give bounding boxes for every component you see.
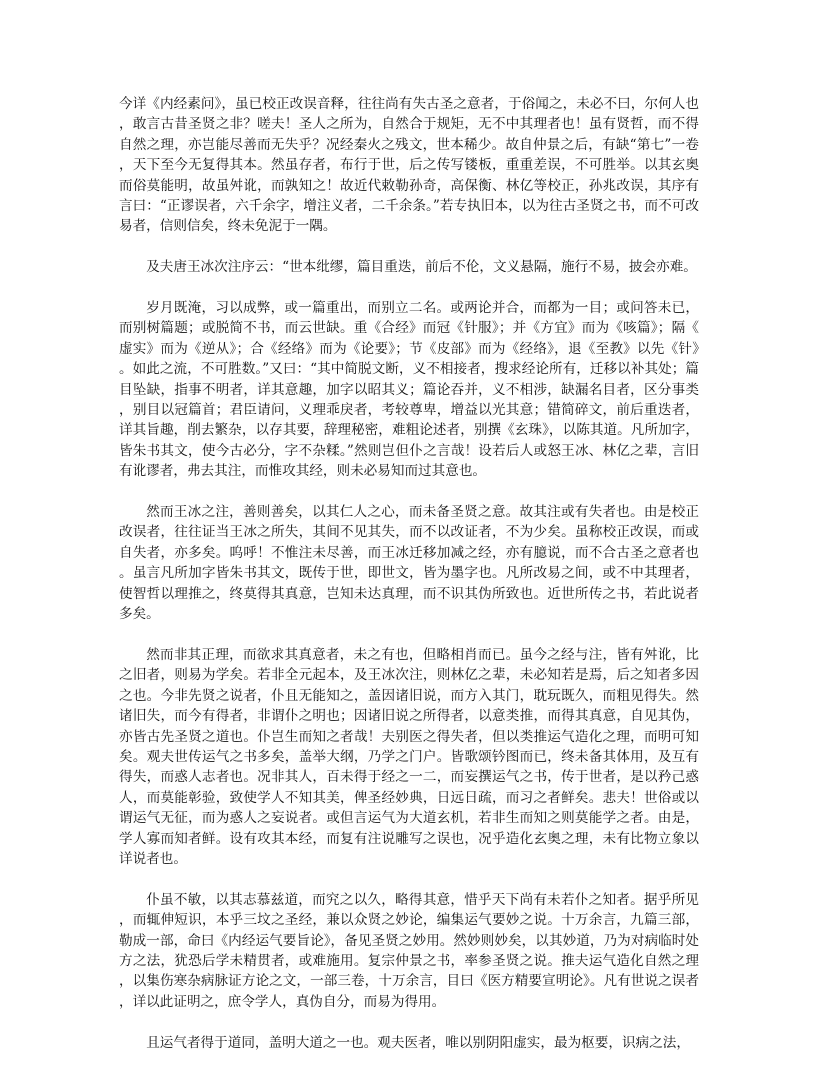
paragraph-4: 然而王冰之注，善则善矣，以其仁人之心，而未备圣贤之意。故其注或有失者也。由是校正改误者，往往证当王冰之所失，其间不见其失，而不以改证者，不为少矣。虽称校正改误，而或自失者，亦多矣。呜呼！不惟注未尽善，而王冰迁移加减之经，亦有臆说，而不合古圣之意者也。虽言凡所加字皆朱书其文，既传于世，即世文，皆为墨字也。凡所改易之间，或不中其理者，使智哲以理推之，终莫得其真意，岂知未达真理，而不识其伪所致也。近世所传之书，若此说者多矣。 (119, 504, 699, 623)
paragraph-7: 且运气者得于道同，盖明大道之一也。观夫医者，唯以别阴阳虚实，最为枢要，识病之法， (146, 1034, 690, 1051)
paragraph-1: 今详《内经素问》，虽已校正改误音释，往往尚有失古圣之意者，于俗闻之，未必不曰，尔何人也，敢言古昔圣贤之非？嗟夫！圣人之所为，自然合于规矩，无不中其理者也！虽有贤哲，而不得自然之理，亦岂能尽善而无失乎？况经秦火之残文，世本稀少。故自仲景之后，有缺“第七”一卷，天下至今无复得其本。然虽存者，布行于世，后之传写镂板，重重差误，不可胜举。以其玄奥而俗莫能明，故虽舛讹，而孰知之！故近代敕勒孙奇，高保衡、林亿等校正，孙兆改误，其序有言曰：“正谬误者，六千余字，增注义者，二千余条。”若专执旧本，以为往古圣贤之书，而不可改易者，信则信矣，终未免泥于一隅。 (119, 96, 699, 235)
document-body (119, 94, 699, 1073)
paragraph-5: 然而非其正理，而欲求其真意者，未之有也，但略相肖而已。虽今之经与注，皆有舛讹，比之旧者，则易为学矣。若非全元起本，及王冰次注，则林亿之辈，未必知若是焉，后之知者多因之也。今非先贤之说者，仆且无能知之，盖因诸旧说，而方入其门，耽玩既久，而粗见得失。然诸旧失，而今有得者，非谓仆之明也；因诸旧说之所得者，以意类推，而得其真意，自见其伪，亦皆古先圣贤之道也。仆岂生而知之者哉！夫别医之得失者，但以类推运气造化之理，而明可知矣。观夫世传运气之书多矣，盖举大纲，乃学之门户。皆歌颂钤图而已，终未备其体用，及互有得失，而惑人志者也。况非其人，百未得于经之一二，而妄撰运气之书，传于世者，是以矜己惑人，而莫能彰验，致使学人不知其美，俾圣经妙典，日远日疏，而习之者鲜矣。悲夫！世俗或以谓运气无征，而为惑人之妄说者。或但言运气为大道玄机，若非生而知之则莫能学之者。由是，学人寡而知者鲜。设有攻其本经，而复有注说雕写之误也，况乎造化玄奥之理，未有比物立象以详说者也。 (119, 646, 699, 867)
paragraph-6: 仆虽不敏，以其志慕兹道，而究之以久，略得其意，惜乎天下尚有未若仆之知者。据乎所见，而辄伸短识，本乎三坟之圣经，兼以众贤之妙论，编集运气要妙之说。十万余言，九篇三部，勒成一部，命曰《内经运气要旨论》，备见圣贤之妙用。然妙则妙矣，以其妙道，乃为对病临时处方之法，犹恐后学未精贯者，或难施用。复宗仲景之书，率参圣贤之说。推夫运气造化自然之理，以集伤寒杂病脉证方论之文，一部三卷，十万余言，目曰《医方精要宣明论》。凡有世说之误者，详以此证明之，庶令学人，真伪自分，而易为得用。 (119, 891, 699, 1010)
paragraph-3: 岁月既淹，习以成弊，或一篇重出，而别立二名。或两论并合，而都为一目；或问答未已，而别树篇题；或脱简不书，而云世缺。重《合经》而冠《针服》；并《方宜》而为《咳篇》；隔《虚实》而为《逆从》；合《经络》而为《论要》；节《皮部》而为《经络》，退《至教》以先《针》。如此之流，不可胜数。”又曰：“其中简脱文断，义不相接者，搜求经论所有，迁移以补其处；篇目坠缺，指事不明者，详其意趣，加字以昭其义；篇论吞并，义不相涉，缺漏名目者，区分事类，别目以冠篇首；君臣请问，义理乖戾者，考较尊卑，增益以光其意；错简碎文，前后重迭者，详其旨趣，削去繁杂，以存其要，辞理秘密，难粗论述者，别撰《玄珠》，以陈其道。凡所加字，皆朱书其文，使今古必分，字不杂糅。”然则岂但仆之言哉！设若后人或怒王冰、林亿之辈，言旧有讹谬者，弗去其注，而惟攻其经，则未必易知而过其意也。 (119, 300, 699, 480)
paragraph-2: 及夫唐王冰次注序云：“世本纰缪，篇目重迭，前后不伦，文义悬隔，施行不易，披会亦难。 (146, 259, 697, 276)
